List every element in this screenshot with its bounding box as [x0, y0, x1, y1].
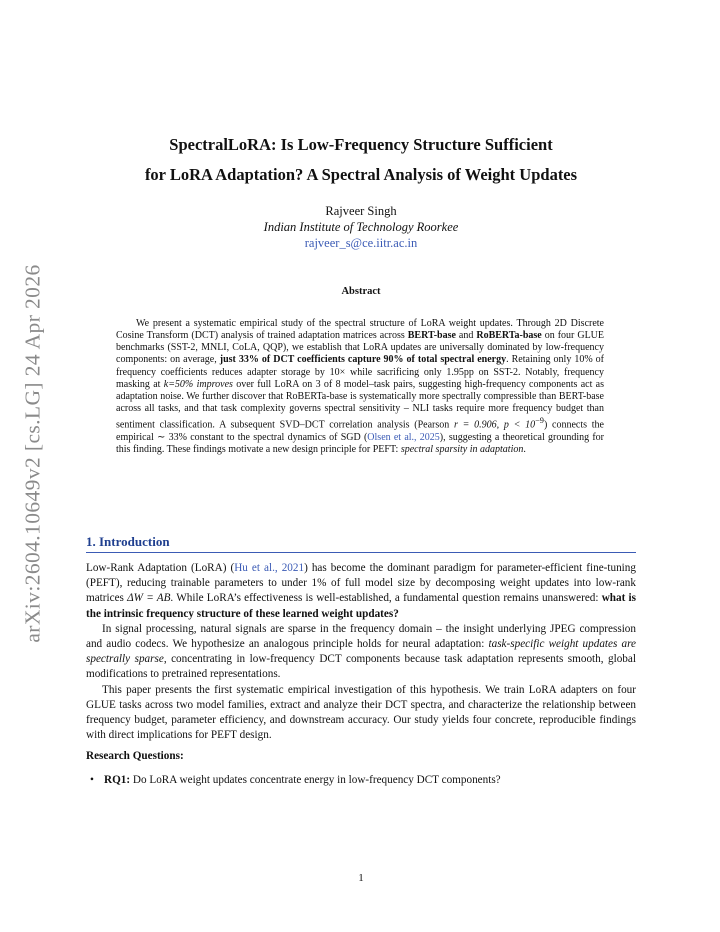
arxiv-sidebar-stamp [18, 262, 48, 644]
intro-text: Low-Rank Adaptation (LoRA) ( [86, 562, 235, 574]
abstract-math-exponent: −9 [535, 416, 544, 426]
intro-text: , concentrating in low-frequency DCT components because task adaptation represents smooth, global modifications to pretrained representations. [86, 653, 636, 681]
abstract-text: ) connects the empirical ∼ 33% constant to the spectral dynamics of SGD ( [116, 419, 604, 443]
abstract-text: We present a systematic empirical study of the spectral structure of LoRA weight updates. Through 2D Discrete Cosine Transform (DCT) analysis of trained adaptation matrices across [116, 318, 604, 342]
author-name: Rajveer Singh [325, 204, 397, 218]
list-item-rq1 [86, 773, 636, 788]
intro-italic-hypothesis: task-specific weight updates are spectrally sparse [86, 638, 636, 666]
abstract-text: . Retaining only 10% of frequency coefficients reduces adapter storage by 10× while sacrificing only 1.95pp on SST-2. Notably, frequency masking at [116, 354, 605, 390]
intro-paragraph-3: This paper presents the first systematic empirical investigation of this hypothesis. We train LoRA adapters on four GLUE tasks across two model families, extract and analyze their DCT spectra, and characterize the relationship between frequency budget, parameter efficiency, and downstream accuracy. Our study yields four concrete, reproducible findings with direct implications for PEFT design. [86, 683, 636, 742]
abstract-bold-finding: just 33% of DCT coefficients capture 90% of total spectral energy [219, 354, 507, 366]
abstract-bold-roberta: RoBERTa-base [476, 330, 542, 342]
author-block [86, 203, 636, 251]
research-questions-heading: Research Questions: [86, 750, 184, 763]
author-affiliation: Indian Institute of Technology Roorkee [263, 220, 459, 234]
abstract-text: and [455, 330, 477, 342]
abstract-text: over full LoRA on 3 of 8 model–task pairs, suggesting high-frequency components act as adaptation noise. We further discover that RoBERTa-base is systematically more spectrally compressible than BERT-base across all tasks, and that task complexity governs spectral sensitivity – NLI tasks require more frequency budget than sentiment classification. A subsequent SVD–DCT correlation analysis (Pearson [116, 378, 605, 431]
rq1-label: RQ1: [104, 773, 131, 786]
abstract-text: on four GLUE benchmarks (SST-2, MNLI, CoLA, QQP), we establish that LoRA updates are universally dominated by low-frequency components: on average, [116, 330, 605, 366]
rq1-text: Do LoRA weight updates concentrate energy in low-frequency DCT components? [130, 773, 501, 786]
abstract-bold-bert: BERT-base [407, 330, 456, 342]
abstract-italic-improves: improves [196, 378, 233, 390]
citation-link-olsen[interactable]: Olsen et al., 2025 [367, 431, 440, 443]
abstract-text: ), suggesting a theoretical grounding for this finding. These findings motivate a new design principle for PEFT: [116, 431, 605, 455]
paper-title-line-1: SpectralLoRA: Is Low-Frequency Structure Sufficient [169, 135, 553, 154]
abstract-body [116, 318, 604, 456]
paper-title-line-2: for LoRA Adaptation? A Spectral Analysis of Weight Updates [144, 165, 578, 184]
intro-text: ) has become the dominant paradigm for parameter-efficient fine-tuning (PEFT), reducing trainable parameters to under 1% of full model size by decomposing weight updates into low-rank matrices [86, 562, 636, 605]
research-questions-list [86, 773, 636, 788]
abstract-italic-principle: spectral sparsity in adaptation [400, 443, 524, 455]
author-email-link[interactable]: rajveer_s@ce.iitr.ac.in [304, 236, 418, 250]
intro-bold-question: what is the intrinsic frequency structure of these learned weight updates? [86, 592, 636, 620]
citation-link-hu[interactable]: Hu et al., 2021 [234, 562, 305, 574]
abstract-math-k: k=50% [163, 378, 194, 390]
page-number: 1 [358, 872, 364, 884]
section-heading-introduction: 1. Introduction [86, 534, 636, 553]
intro-paragraph-2 [86, 622, 636, 683]
abstract-text: . [523, 443, 526, 455]
intro-math-delta-w: ΔW = AB [127, 592, 171, 605]
intro-text: In signal processing, natural signals are sparse in the frequency domain – the insight underlying JPEG compression and audio codecs. We hypothesize an analogous principle holds for neural adaptation: [86, 622, 636, 651]
introduction-body [86, 561, 636, 788]
abstract-math-pearson: r = 0.906, p < 10 [453, 419, 536, 431]
intro-paragraph-1 [86, 561, 636, 622]
abstract-paragraph [116, 318, 604, 456]
abstract-heading: Abstract [341, 286, 381, 297]
intro-text: . While LoRA’s effectiveness is well-established, a fundamental question remains unanswered: [170, 592, 602, 605]
arxiv-identifier: arXiv:2604.10649v2 [cs.LG] 24 Apr 2026 [20, 263, 45, 643]
